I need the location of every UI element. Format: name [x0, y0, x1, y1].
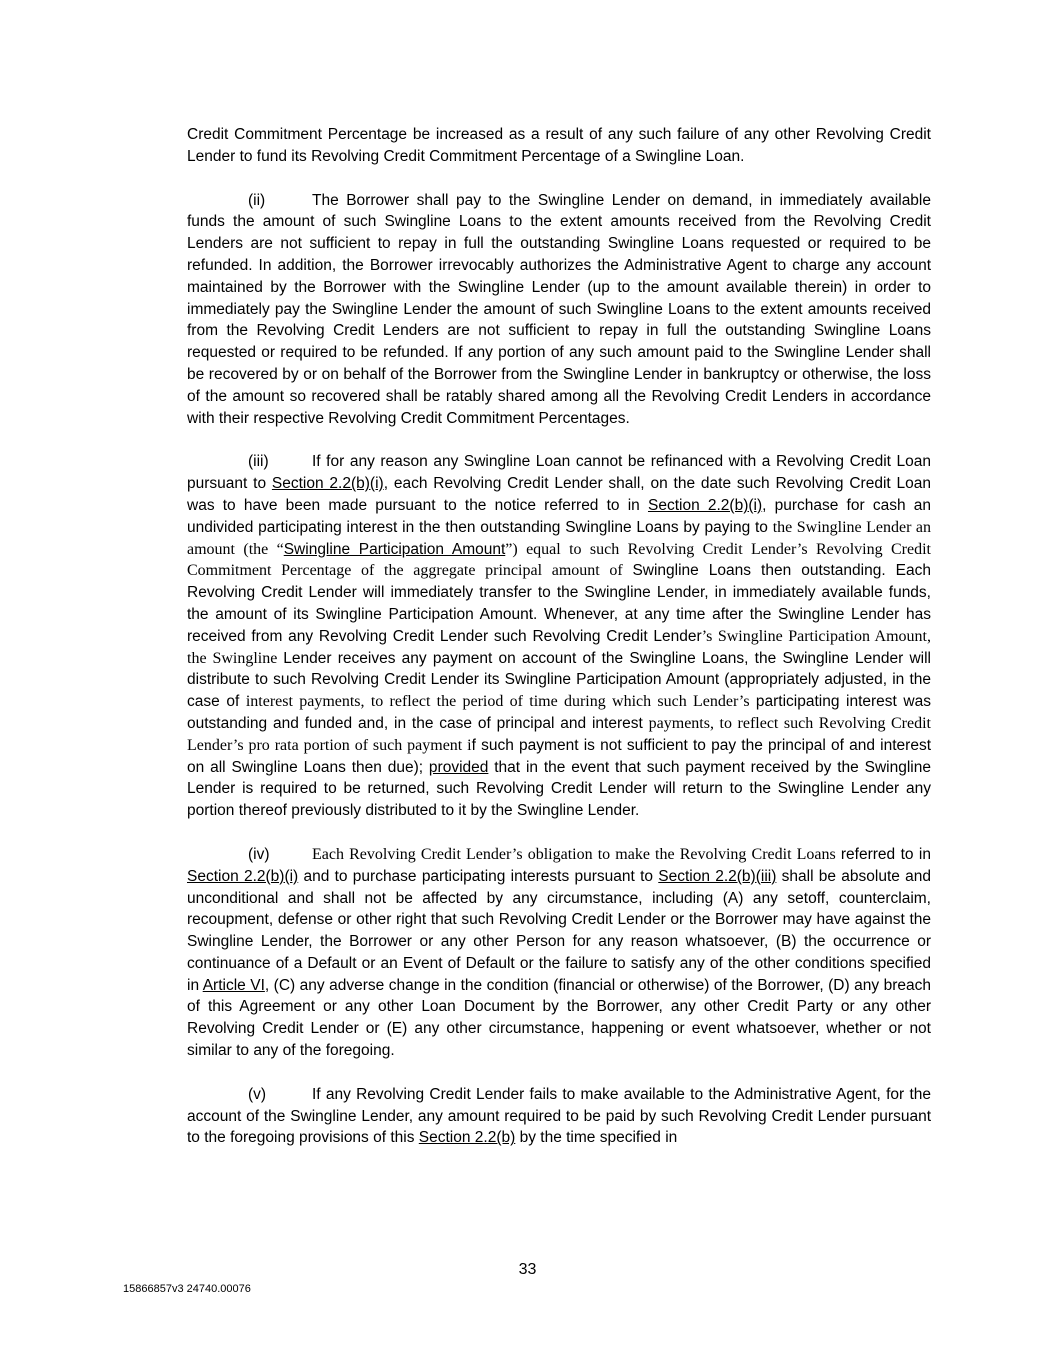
- text-segment: ’s Swingline Participation Amount, the Swingline: [187, 627, 931, 667]
- paragraph-label: (v): [248, 1085, 267, 1103]
- text-segment: ”) equal to such Revolving Credit Lender’s Revolving Credit Commitment Percentage of the aggregate principal amount of: [187, 540, 931, 580]
- text-segment: , (C) any adverse change in the condition (financial or otherwise) of the Borrower, (D) any breach of this Agreement or any other Loan Document by the Borrower, any other Credit Party or any other Revolving Credit Lender or (E) any other circumstance, happening or event whatsoever, whether or not similar to any of the foregoing.: [187, 976, 931, 1060]
- paragraph-ii: [187, 190, 931, 430]
- text-segment: and to purchase participating interests pursuant to: [298, 867, 659, 885]
- paragraph-iii: [187, 451, 931, 822]
- section-reference: Section 2.2(b)(i): [271, 475, 384, 493]
- provided-term: provided: [428, 758, 489, 776]
- section-reference: Section 2.2(b): [418, 1129, 516, 1147]
- paragraph-label: (iii): [248, 453, 269, 471]
- defined-term: Swingline Participation Amount: [283, 540, 506, 558]
- text-segment: referred to in: [840, 845, 931, 863]
- text-segment: Each Revolving Credit Lender’s obligation to make the Revolving Credit Loans: [312, 845, 841, 863]
- text-segment: payments, to reflect such Revolving Credit Lender’s pro rata portion of such payment i: [187, 714, 931, 754]
- paragraph-text: The Borrower shall pay to the Swingline Lender on demand, in immediately available funds the amount of such Swingline Loans to the extent amounts received from the Revolving Credit Lenders are not sufficient to repay in full the outstanding Swingline Loans requested or required to be refunded. In addition, the Borrower irrevocably authorizes the Administrative Agent to charge any account maintained by the Borrower with the Swingline Lender (up to the amount available therein) in order to immediately pay the Swingline Lender the amount of such Swingline Loans to the extent amounts received from the Revolving Credit Lenders are not sufficient to repay in full the outstanding Swingline Loans requested or required to be refunded. If any portion of any such amount paid to the Swingline Lender shall be recovered by or on behalf of the Borrower from the Swingline Lender in bankruptcy or otherwise, the loss of the amount so recovered shall be ratably shared among all the Revolving Credit Lenders in accordance with their respective Revolving Credit Commitment Percentages.: [187, 191, 931, 427]
- paragraph-v: [187, 1084, 931, 1149]
- text-segment: interest payments, to reflect the period of time during which such Lender’s: [245, 693, 756, 711]
- text-segment: Lender receives any payment on account of the Swingline Loans, the Swingline Lender will distribute to such Revolving Credit Lender its Swingline Participation Amount (appropriately adjusted, in the case of: [187, 649, 931, 711]
- text-segment: If any Revolving Credit Lender fails to make available to the Administrative Agent, for the account of the Swingline Lender, any amount required to be paid by such Revolving Credit Lender pursuant to the foregoing provisions of this: [187, 1085, 931, 1147]
- document-id: 15866857v3 24740.00076: [123, 1283, 251, 1295]
- text-segment: If for any reason any Swingline Loan cannot be refinanced with a Revolving Credit Loan pursuant to: [187, 453, 931, 493]
- article-reference: Article VI: [202, 976, 265, 994]
- text-segment: by the time specified in: [515, 1129, 678, 1147]
- text-segment: f such payment is not sufficient to pay the principal of and interest on all Swingline Loans then due);: [187, 736, 931, 776]
- section-reference: Section 2.2(b)(i): [187, 867, 299, 885]
- text-segment: shall be absolute and unconditional and shall not be affected by any circumstance, including (A) any setoff, counterclaim, recoupment, defense or other right that such Revolving Credit Lender or the Borrower may have against the Swingline Lender, the Borrower or any other Person for any reason whatsoever, (B) the occurrence or continuance of a Default or an Event of Default or the failure to satisfy any of the other conditions specified in: [187, 867, 931, 994]
- text-segment: the Swingline Lender an amount (the “: [187, 518, 932, 558]
- text-segment: , purchase for cash an undivided participating interest in the then outstanding Swingline Loans by paying to: [187, 496, 931, 536]
- continuation-paragraph: [187, 124, 931, 168]
- paragraph-iv: [187, 844, 931, 1062]
- text-segment: Swingline Loans then outstanding. Each Revolving Credit Lender will immediately transfer to the Swingline Lender, in immediately available funds, the amount of its Swingline Participation Amount. Whenever, at any time after the Swingline Lender has received from any Revolving Credit Lender such Revolving Credit Lender: [187, 562, 931, 645]
- paragraph-label: (iv): [248, 845, 270, 863]
- text-segment: , each Revolving Credit Lender shall, on the date such Revolving Credit Loan was to have been made pursuant to the notice referred to in: [187, 475, 932, 514]
- text-segment: that in the event that such payment received by the Swingline Lender is required to be returned, such Revolving Credit Lender will return to the Swingline Lender any portion thereof previously distributed to it by the Swingline Lender.: [187, 758, 931, 820]
- text-segment: participating interest was outstanding and funded and, in the case of principal and interest: [187, 693, 931, 732]
- continuation-text: Credit Commitment Percentage be increased as a result of any such failure of any other Revolving Credit Lender to fund its Revolving Credit Commitment Percentage of a Swingline Loan.: [187, 126, 931, 165]
- document-body: [187, 124, 931, 1171]
- section-reference: Section 2.2(b)(iii): [658, 867, 777, 885]
- paragraph-label: (ii): [248, 191, 266, 209]
- page-number: 33: [518, 1261, 537, 1278]
- section-reference: Section 2.2(b)(i): [647, 496, 763, 514]
